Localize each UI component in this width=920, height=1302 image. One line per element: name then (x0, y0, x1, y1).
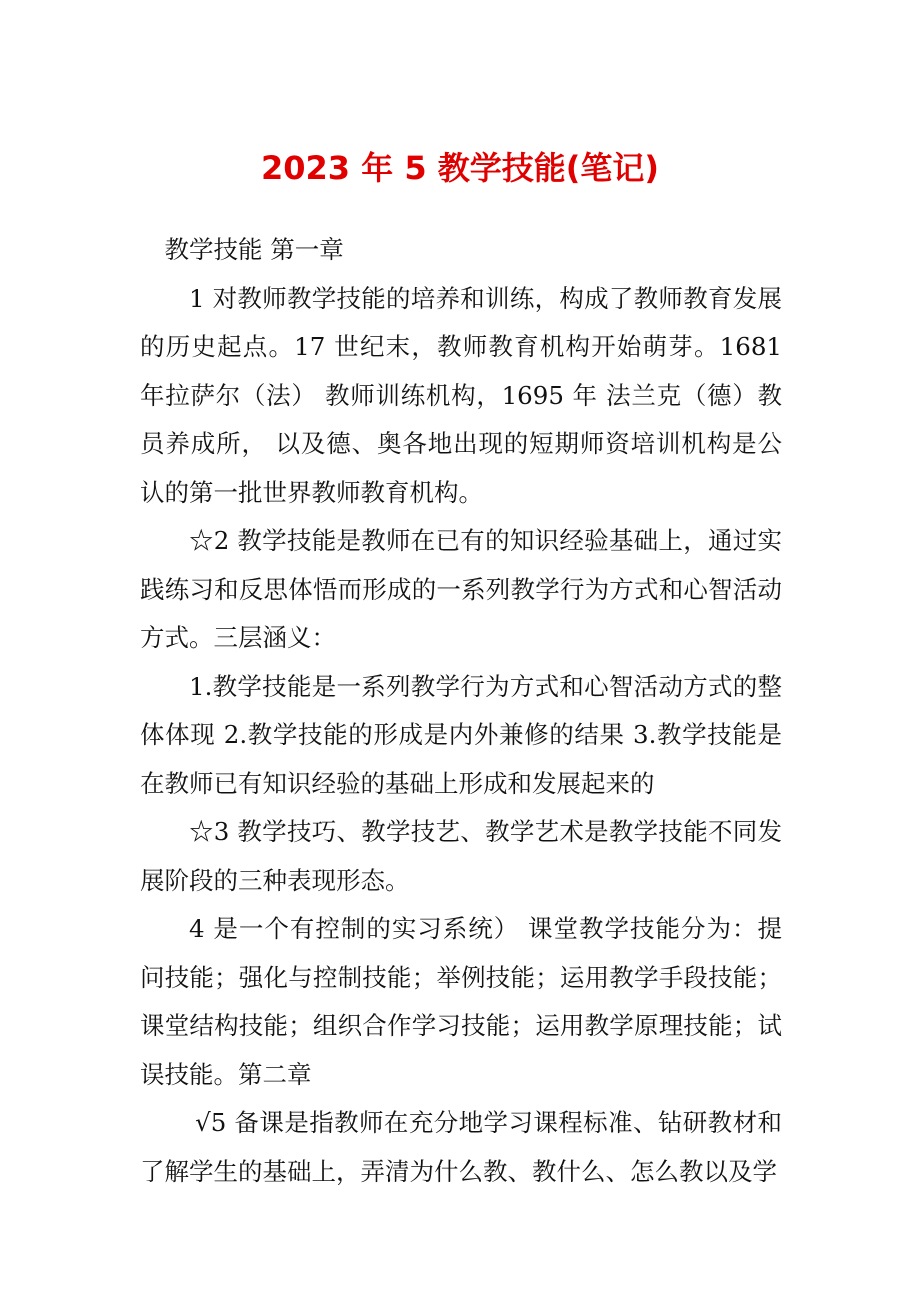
paragraph-6: √5 备课是指教师在充分地学习课程标准、钻研教材和了解学生的基础上，弄清为什么教、教什么、怎么教以及学 (140, 1108, 782, 1186)
document-title: 2023 年 5 教学技能(笔记) (260, 149, 659, 187)
paragraph-chapter-heading: 教学技能 第一章 (164, 235, 344, 264)
paragraph-3: 1.教学技能是一系列教学行为方式和心智活动方式的整体体现 2.教学技能的形成是内外兼修的结果 3.教学技能是在教师已有知识经验的基础上形成和发展起来的 (140, 671, 782, 798)
paragraph-2: ☆2 教学技能是教师在已有的知识经验基础上，通过实践练习和反思体悟而形成的一系列教学行为方式和心智活动方式。三层涵义： (140, 526, 782, 652)
document-body (140, 226, 782, 1196)
paragraph-1: 1 对教师教学技能的培养和训练，构成了教师教育发展的历史起点。17 世纪末，教师教育机构开始萌芽。1681 年拉萨尔（法） 教师训练机构，1695 年 法兰克（德）教员养成所， 以及德、奥各地出现的短期师资培训机构是公认的第一批世界教师教育机构。 (140, 283, 782, 507)
paragraph-4: ☆3 教学技巧、教学技艺、教学艺术是教学技能不同发展阶段的三种表现形态。 (140, 817, 782, 895)
paragraph-5: 4 是一个有控制的实习系统） 课堂教学技能分为：提问技能；强化与控制技能；举例技能；运用教学手段技能；课堂结构技能；组织合作学习技能；运用教学原理技能；试误技能。第二章 (140, 914, 782, 1089)
